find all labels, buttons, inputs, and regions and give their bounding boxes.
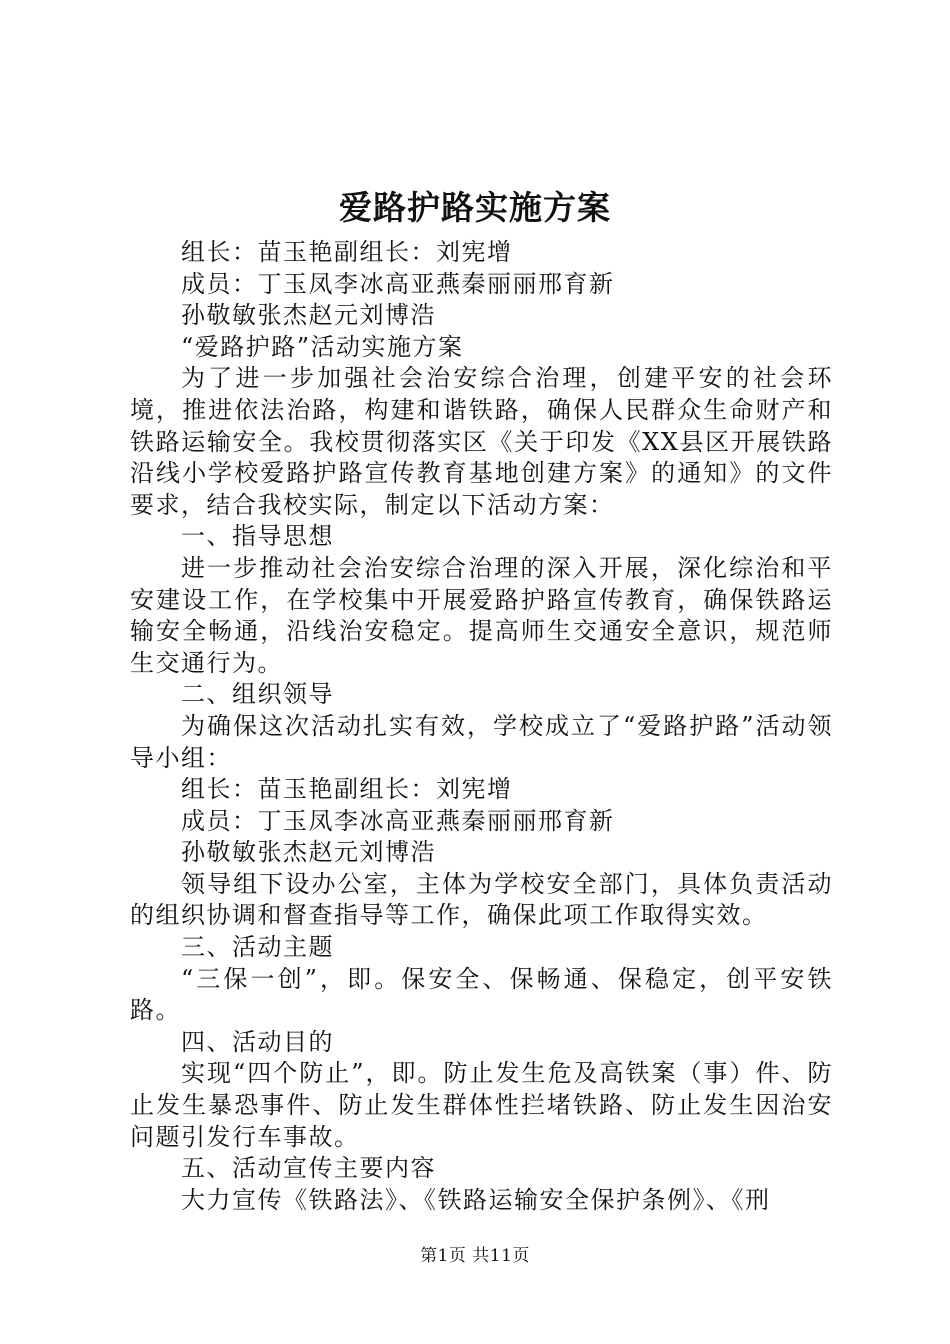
paragraph-subtitle: “爱路护路”活动实施方案 <box>181 332 464 361</box>
paragraph-members-cont: 孙敬敏张杰赵元刘博浩 <box>181 301 436 330</box>
paragraph-members: 成员：丁玉凤李冰高亚燕秦丽丽邢育新 <box>181 269 615 298</box>
page-footer: 第1页 共11页 <box>420 1246 530 1266</box>
paragraph-members-cont-2: 孙敬敏张杰赵元刘博浩 <box>181 838 436 867</box>
section-heading-guiding-thought: 一、指导思想 <box>181 522 334 551</box>
paragraph-theme: “三保一创”，即。保安全、保畅通、保稳定，创平安铁路。 <box>130 964 833 1025</box>
paragraph-leader: 组长：苗玉艳副组长：刘宪增 <box>181 238 513 266</box>
paragraph-office: 领导组下设办公室，主体为学校安全部门，具体负责活动的组织协调和督查指导等工作，确保此项工作取得实效。 <box>130 869 833 930</box>
paragraph-content: 大力宣传《铁路法》、《铁路运输安全保护条例》、《刑 <box>181 1185 771 1214</box>
section-heading-theme: 三、活动主题 <box>181 933 334 962</box>
paragraph-organization: 为确保这次活动扎实有效，学校成立了“爱路护路”活动领导小组： <box>130 711 833 772</box>
section-heading-purpose: 四、活动目的 <box>181 1027 334 1056</box>
section-heading-organization: 二、组织领导 <box>181 680 334 709</box>
paragraph-guiding-thought: 进一步推动社会治安综合治理的深入开展，深化综治和平安建设工作，在学校集中开展爱路护路宣传教育，确保铁路运输安全畅通，沿线治安稳定。提高师生交通安全意识，规范师生交通行为。 <box>130 553 833 677</box>
document-body <box>130 237 833 1216</box>
paragraph-purpose: 实现“四个防止”，即。防止发生危及高铁案（事）件、防止发生暴恐事件、防止发生群体性拦堵铁路、防止发生因治安问题引发行车事故。 <box>130 1059 833 1151</box>
paragraph-intro: 为了进一步加强社会治安综合治理，创建平安的社会环境，推进依法治路，构建和谐铁路，确保人民群众生命财产和铁路运输安全。我校贯彻落实区《关于印发《XX县区开展铁路沿线小学校爱路护路宣传教育基地创建方案》的通知》的文件要求，结合我校实际，制定以下活动方案： <box>130 364 833 519</box>
section-heading-content: 五、活动宣传主要内容 <box>181 1154 436 1183</box>
paragraph-leader-2: 组长：苗玉艳副组长：刘宪增 <box>181 775 513 804</box>
paragraph-members-2: 成员：丁玉凤李冰高亚燕秦丽丽邢育新 <box>181 806 615 835</box>
document-title: 爱路护路实施方案 <box>339 188 611 227</box>
